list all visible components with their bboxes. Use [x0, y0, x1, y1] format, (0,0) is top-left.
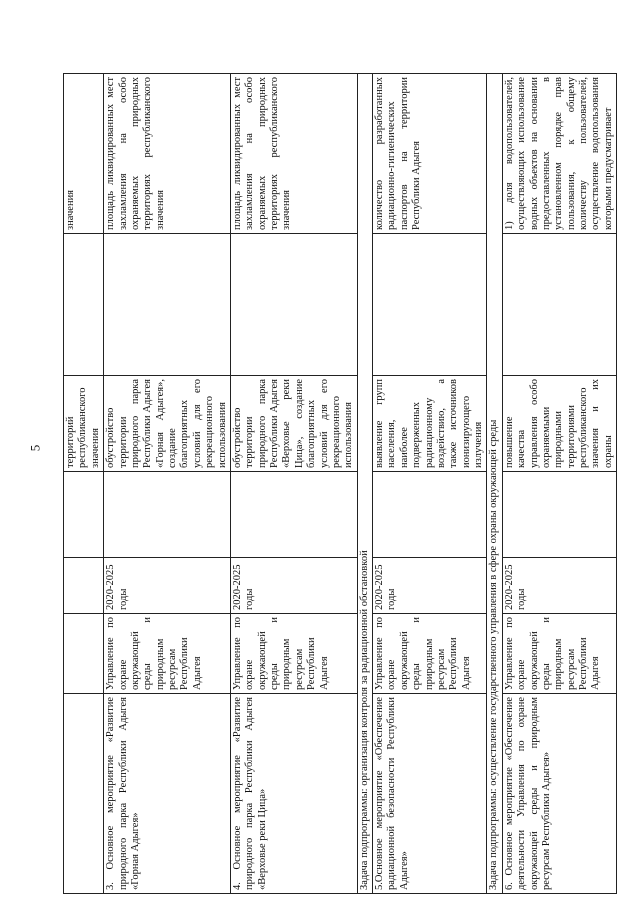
task-state-heading: Задача подпрограммы: осуществление государственного управления в сфере охраны окружающей среды — [487, 74, 502, 894]
task-row — [357, 74, 372, 894]
table-cell — [230, 234, 357, 376]
table-cell — [230, 472, 357, 558]
period-cell: 2020-2025 годы — [502, 558, 616, 614]
table-cell — [373, 472, 487, 558]
measure-cell: 3. Основное мероприятие «Развитие природного парка Республики Адыгея «Горная Адыгея» — [104, 694, 231, 894]
period-cell: 2020-2025 годы — [104, 558, 231, 614]
measure-cell: 6. Основное мероприятие «Обеспечение деятельности Управления по охране окружающей среды и природным ресурсам Республики Адыгея» — [502, 694, 616, 894]
table-cell — [64, 694, 104, 894]
indicator-cell: площадь ликвидированных мест захламления на особо охраняемых природных территориях республиканского значения — [230, 74, 357, 234]
executor-cell: Управление по охране окружающей среды и природным ресурсам Республики Адыгея — [502, 614, 616, 694]
period-cell: 2020-2025 годы — [373, 558, 487, 614]
table-cell — [64, 614, 104, 694]
executor-cell: Управление по охране окружающей среды и природным ресурсам Республики Адыгея — [373, 614, 487, 694]
period-cell: 2020-2025 годы — [230, 558, 357, 614]
rotated-table-sheet — [63, 74, 614, 894]
table-cell — [64, 558, 104, 614]
task-row — [487, 74, 502, 894]
measure-cell: 4. Основное мероприятие «Развитие природного парка Республики Адыгея «Верховье реки Цица» — [230, 694, 357, 894]
table-row — [373, 74, 487, 894]
task-radiation-heading: Задача подпрограммы: организация контроля за радиационной обстановкой — [357, 74, 372, 894]
table-cell — [104, 472, 231, 558]
table-cell — [64, 472, 104, 558]
executor-cell: Управление по охране окружающей среды и природным ресурсам Республики Адыгея — [104, 614, 231, 694]
table-cell — [64, 234, 104, 376]
table-row — [230, 74, 357, 894]
indicator-cell: площадь ликвидированных мест захламления на особо охраняемых природных территориях республиканского значения — [104, 74, 231, 234]
table-cell: территорий республиканского значения — [64, 376, 104, 472]
indicator-cell: 1) доля водопользователей, осуществляющих использование водных объектов на основании предоставленных в установленном порядке прав пользования, к общему количеству пользователей, осуществление водопользования которыми предусматривает — [502, 74, 616, 234]
measure-cell: 5.Основное мероприятие «Обеспечение радиационной безопасности Республики Адыгея» — [373, 694, 487, 894]
table-cell: значения — [64, 74, 104, 234]
program-measures-table — [63, 73, 617, 894]
executor-cell: Управление по охране окружающей среды и природным ресурсам Республики Адыгея — [230, 614, 357, 694]
results-cell: обустройство территории природного парка Республики Адыгея «Верховье реки Цица», создание благоприятных условий для его рекреационного использования — [230, 376, 357, 472]
results-cell: выявление групп населения, наиболее подверженных радиационному воздействию, а также источников ионизирующего излучения — [373, 376, 487, 472]
table-cell — [502, 472, 616, 558]
table-row — [502, 74, 616, 894]
table-cell — [104, 234, 231, 376]
results-cell: повышение качества управления особо охраняемыми природными территориями республиканского значения и их охраны — [502, 376, 616, 472]
table-cell — [373, 234, 487, 376]
results-cell: обустройство территории природного парка Республики Адыгея «Горная Адыгея», создание благоприятных условий для его рекреационного использования — [104, 376, 231, 472]
table-row — [64, 74, 104, 894]
indicator-cell: количество разработанных радиационно-гигиенических паспортов на территории Республики Адыгея — [373, 74, 487, 234]
table-cell — [502, 234, 616, 376]
page-number: 5 — [27, 444, 43, 452]
table-row — [104, 74, 231, 894]
